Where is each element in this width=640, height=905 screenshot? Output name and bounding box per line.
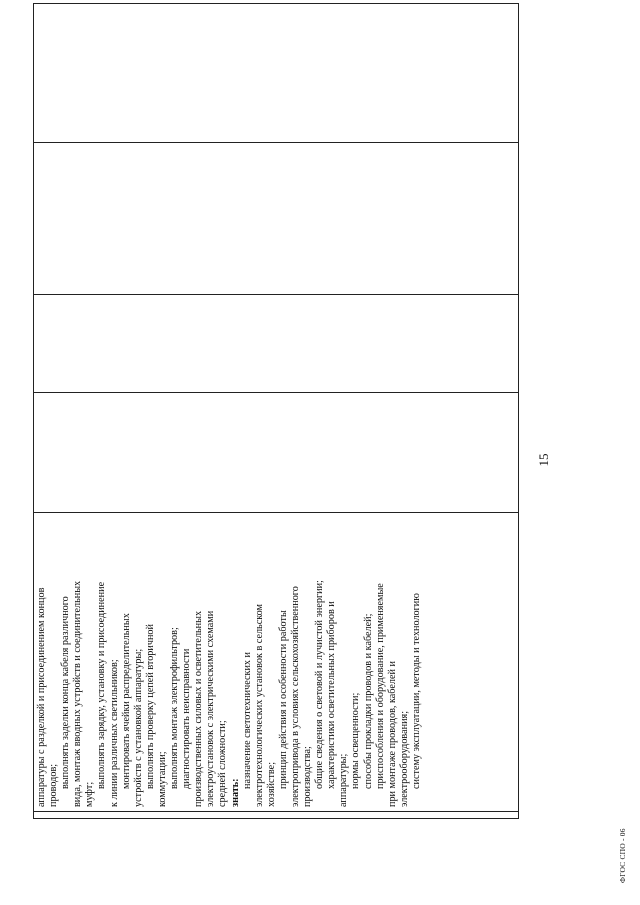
table-row (34, 4, 519, 819)
text-line: проводов; (48, 763, 60, 807)
text-line: общие сведения о световой и лучистой энергии; (314, 580, 326, 789)
text-line: нормы освещенности; (350, 692, 362, 789)
text-line: способы прокладки проводов и кабелей; (362, 613, 374, 789)
text-line: выполнять зарядку, установку и присоединение (96, 581, 108, 789)
text-line: при монтаже проводов, кабелей и (386, 661, 398, 807)
text-line: выполнять проверку цепей вторичной (144, 624, 156, 789)
text-line: характеристики осветительных приборов и (326, 601, 338, 789)
text-line: электроустановок с электрическими схемами (205, 610, 217, 807)
empty-cell (34, 4, 519, 143)
text-line: электрооборудования; (398, 710, 410, 807)
text-line: коммутации; (156, 751, 168, 807)
page-number: 15 (536, 453, 551, 467)
text-line: муфт; (84, 781, 96, 807)
text-line: аппаратуры; (338, 753, 350, 807)
text-line: знать: (229, 778, 241, 807)
text-line: к линии различных светильников; (108, 659, 120, 807)
text-line: диагностировать неисправности (181, 648, 193, 789)
text-line: производственных силовых и осветительных (193, 610, 205, 807)
text-line: вида, монтаж вводных устройств и соединительных (72, 580, 84, 807)
text-line: средней сложности; (217, 720, 229, 807)
text-line: принцип действия и особенности работы (277, 610, 289, 789)
text-line: хозяйстве; (265, 761, 277, 807)
footer-code: ФГОС СПО - 06 (618, 828, 627, 883)
text-line: назначение светотехнических и (241, 651, 253, 789)
index-cell (34, 812, 519, 819)
text-line: выполнять монтаж электрофильтров; (169, 627, 181, 789)
text-line: выполнять заделки конца кабеля различного (60, 596, 72, 789)
text-line: аппаратуры с разделкой и присоединением концов (36, 587, 47, 807)
text-line: производства; (302, 746, 314, 807)
text-line: систему эксплуатации, методы и технологию (410, 593, 422, 789)
empty-cell (34, 393, 519, 513)
requirements-cell (34, 513, 519, 812)
standards-table (33, 3, 519, 819)
empty-cell (34, 295, 519, 393)
text-line: приспособления и оборудование, применяемые (374, 583, 386, 789)
empty-cell (34, 143, 519, 295)
text-line: устройств с установкой аппаратуры; (132, 648, 144, 807)
requirements-text (36, 517, 423, 807)
text-line: монтировать ячейки распределительных (120, 613, 132, 789)
text-line: электротехнологических установок в сельском (253, 604, 265, 807)
text-line: электропривода в условиях сельскохозяйственного (289, 586, 301, 807)
